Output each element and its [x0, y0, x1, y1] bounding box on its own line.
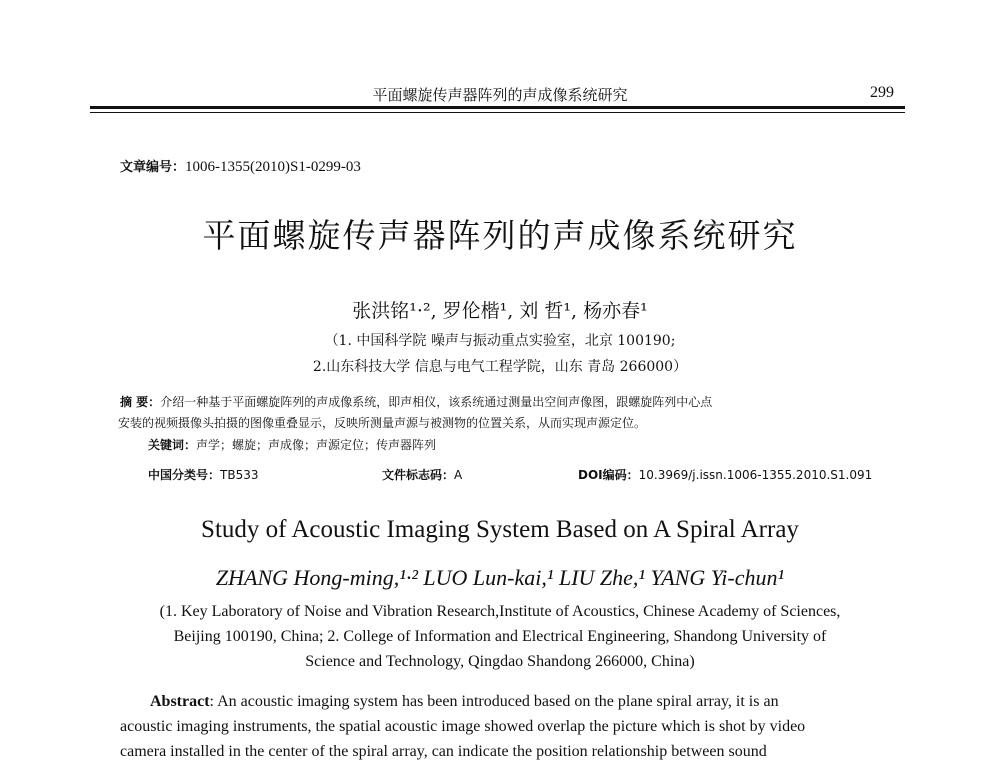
keywords-cn: [148, 436, 918, 453]
title-cn: 平面螺旋传声器阵列的声成像系统研究: [202, 216, 798, 255]
header-rule-thin: [90, 112, 905, 113]
abstract-cn-label: 摘 要：: [120, 395, 161, 409]
document-code: [382, 466, 462, 483]
authors-cn: 张洪铭¹·², 罗伦楷¹, 刘 哲¹, 杨亦春¹: [352, 300, 648, 322]
page-number: 299: [870, 84, 894, 101]
keywords-cn-value: 声学；螺旋；声成像；声源定位；传声器阵列: [196, 438, 437, 452]
authors-en: ZHANG Hong-ming,¹·² LUO Lun-kai,¹ LIU Zhe,¹ YANG Yi-chun¹: [215, 565, 785, 590]
abstract-cn-line-1: [120, 393, 890, 410]
affiliation-cn-line-2: 2.山东科技大学 信息与电气工程学院，山东 青岛 266000）: [312, 359, 688, 375]
document-code-label: 文件标志码：: [382, 468, 455, 482]
clc-value: TB533: [220, 468, 259, 482]
doi-label: DOI编码：: [578, 468, 639, 482]
clc-label: 中国分类号：: [148, 468, 221, 482]
header-rule-thick: [90, 106, 905, 109]
clc-code: [148, 466, 258, 483]
abstract-cn-line-2: 安装的视频摄像头拍摄的图像重叠显示，反映所测量声源与被测物的位置关系，从而实现声源定位。: [118, 416, 647, 430]
affiliation-en-line-2: Beijing 100190, China; 2. College of Information and Electrical Engineering, Shandong University of: [173, 628, 827, 645]
abstract-en-line-3: camera installed in the center of the spiral array, can indicate the position relationship between sound: [120, 743, 767, 760]
article-number-value: 1006-1355(2010)S1-0299-03: [185, 159, 361, 175]
article-number-label: 文章编号：: [120, 160, 186, 175]
doi-value: 10.3969/j.issn.1006-1355.2010.S1.091: [638, 468, 873, 482]
title-en: Study of Acoustic Imaging System Based on A Spiral Array: [201, 516, 799, 543]
document-code-value: A: [454, 468, 463, 482]
abstract-en-line-1: [150, 693, 910, 711]
keywords-cn-label: 关键词：: [148, 438, 197, 452]
affiliation-cn-line-1: （1. 中国科学院 噪声与振动重点实验室，北京 100190;: [324, 333, 676, 349]
affiliation-en-line-3: Science and Technology, Qingdao Shandong 266000, China): [305, 653, 695, 670]
article-number: [120, 156, 361, 176]
abstract-en-label: Abstract: [150, 693, 210, 710]
abstract-cn-text-1: 介绍一种基于平面螺旋阵列的声成像系统，即声相仪，该系统通过测量出空间声像图，跟螺旋阵列中心点: [160, 395, 713, 409]
abstract-en-line-2: acoustic imaging instruments, the spatial acoustic image showed overlap the picture which is shot by video: [120, 718, 806, 735]
abstract-en-text-1: : An acoustic imaging system has been introduced based on the plane spiral array, it is an: [209, 693, 779, 710]
running-title: 平面螺旋传声器阵列的声成像系统研究: [372, 86, 628, 104]
affiliation-en-line-1: (1. Key Laboratory of Noise and Vibration Research,Institute of Acoustics, Chinese Academy of Sciences,: [159, 603, 841, 620]
doi: [578, 466, 872, 483]
